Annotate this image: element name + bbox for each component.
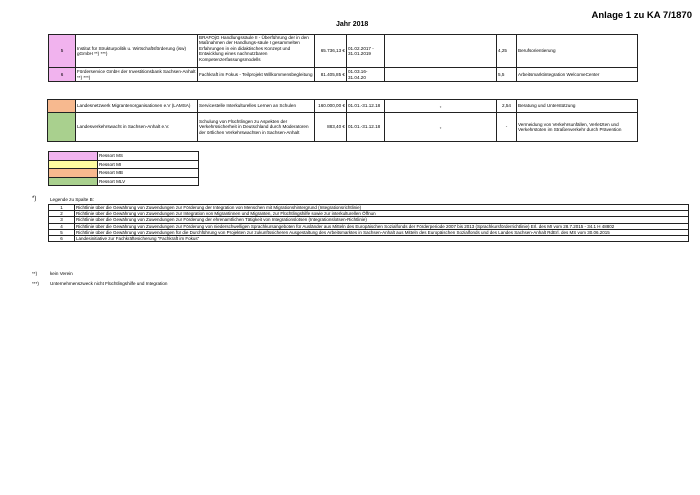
- ressort-label: Ressort MS: [98, 152, 199, 161]
- vz-cell: -: [497, 113, 517, 142]
- betrag-cell: 81.405,85 €: [315, 68, 347, 82]
- zeitraum-cell: 01.03.16-31.04.20: [347, 68, 385, 82]
- traeger-cell: Förderservice GmbH der Investitionsbank Sachsen-Anhalt **) ***): [76, 68, 198, 82]
- betrag-cell: 65.736,13 €: [315, 35, 347, 68]
- ressort-label: Ressort MI: [98, 160, 199, 169]
- betrag-cell: 883,40 €: [315, 113, 347, 142]
- ditto-cell: „: [385, 100, 497, 113]
- projects-table-top: [48, 34, 638, 82]
- projekt-cell: BRAFOjG Handlungssäule II - Überführung der in den Maßnahmen der Handlungs-säule I gesammelten Erfahrungen in ein didaktisches Konzept und Entwicklung eines nachnutzbaren Kompetenzerfassungsmodells: [198, 35, 315, 68]
- legend-row: [49, 169, 199, 178]
- legend-item-number: 2: [49, 211, 75, 217]
- legend-item-number: 4: [49, 223, 75, 229]
- vz-cell: 2,54: [497, 100, 517, 113]
- ressort-color-cell: [48, 100, 76, 113]
- ressort-color-cell: [48, 113, 76, 142]
- footnote-marker: ***): [32, 281, 39, 286]
- legend-row: [49, 160, 199, 169]
- traeger-cell: Institut für Strukturpolitik u. Wirtschaftsförderung (isw) gGmbH **) ***): [76, 35, 198, 68]
- row-number: 5: [49, 35, 76, 68]
- legend-item: [49, 223, 689, 229]
- legend-marker: *): [32, 196, 37, 202]
- legend-item-text: Richtlinie über die Gewährung von Zuwendungen zur Förderung von niederschwelligen Sprachkursangeboten für Ausländer aus Mitteln des Europäischen Sozialfonds der Förderperiode 2007 bis 2013 (Sprachkursförderrichtlinie) Erl. des MI vom 28.7.2015 - 34.1 H 48802: [75, 223, 689, 229]
- inhalt-cell: Berufsorientierung: [517, 35, 638, 68]
- empty-cell: [385, 35, 497, 68]
- legend-row: [49, 177, 199, 186]
- anlage-label: Anlage 1 zu KA 7/1870: [591, 10, 692, 21]
- zeitraum-cell: 01.02.2017 - 31.01.2019: [347, 35, 385, 68]
- ressort-label: Ressort MB: [98, 169, 199, 178]
- ressort-swatch: [49, 169, 98, 178]
- table-row: [48, 113, 638, 142]
- legend-item-text: Richtlinie über die Gewährung von Zuwendungen zur Integration von Migrantinnen und Migranten, zur Flüchtlingshilfe sowie zur interkulturellen Öffnun: [75, 211, 689, 217]
- ressort-swatch: [49, 177, 98, 186]
- ressort-swatch: [49, 152, 98, 161]
- inhalt-cell: Arbeitsmarktintegration WelcomeCenter: [517, 68, 638, 82]
- ditto-cell: „: [385, 113, 497, 142]
- projekt-cell: Fachkraft im Fokus - Teilprojekt Willkommensbegleitung: [198, 68, 315, 82]
- legend-item-number: 5: [49, 229, 75, 235]
- ressort-legend: [48, 151, 199, 186]
- zeitraum-cell: 01.01.-31.12.18: [347, 113, 385, 142]
- footnote-text: kein Verein: [50, 271, 73, 276]
- legend-item-text: Richtlinie über die Gewährung von Zuwendungen zur Förderung der Integration von Menschen mit Migrationshintergrund (Integrationsrichtlinie): [75, 205, 689, 211]
- ressort-swatch: [49, 160, 98, 169]
- zeitraum-cell: 01.01.-31.12.18: [347, 100, 385, 113]
- table-row: [49, 68, 638, 82]
- inhalt-cell: Beratung und Unterstützung: [517, 100, 638, 113]
- vz-cell: 5,5: [497, 68, 517, 82]
- legend-item: [49, 229, 689, 235]
- legend-row: [49, 152, 199, 161]
- legend-title: Legende zu Spalte B:: [50, 197, 94, 202]
- legend-item-number: 3: [49, 217, 75, 223]
- betrag-cell: 160.000,00 €: [315, 100, 347, 113]
- empty-cell: [385, 68, 497, 82]
- projekt-cell: Servicestelle Interkulturelles Lernen an Schulen: [198, 100, 315, 113]
- inhalt-cell: Vermeidung von Verkehrsunfällen, Verletzten und Verkehrstoten im Straßenverkehr durch Prävention: [517, 113, 638, 142]
- year-title: Jahr 2018: [336, 21, 369, 28]
- projekt-cell: Schulung von Flüchtlingen zu Aspekten der Verkehrssicherheit in Deutschland durch Moderatoren der örtlichen Verkehrswachten in Sachsen-Anhalt: [198, 113, 315, 142]
- legend-item-text: Richtlinie über die Gewährung von Zuwendungen für die Durchführung von Projekten zur zukunftssicheren Ausgestaltung des Arbeitsmarktes in Sachsen-Anhalt aus Mitteln des Europäischen Sozialfonds und des Landes Sachsen-Anhalt RdErl. des MS vom 30.06.2015: [75, 229, 689, 235]
- legend-item-number: 1: [49, 205, 75, 211]
- traeger-cell: Landesnetzwerk Migrantenorganisationen e.V (LAMSA): [76, 100, 198, 113]
- table-row: [48, 100, 638, 113]
- footnote-marker: **): [32, 271, 38, 276]
- legend-item: [49, 236, 689, 242]
- table-row: [49, 35, 638, 68]
- row-number: 6: [49, 68, 76, 82]
- legend-b-table: [48, 204, 689, 242]
- ressort-label: Ressort MLV: [98, 177, 199, 186]
- legend-item-text: Richtlinie über die Gewährung von Zuwendungen zur Förderung der ehrenamtlichen Tätigkeit von Integrationslotsen (Integrationslotsen-Richtlinie): [75, 217, 689, 223]
- vz-cell: 4,25: [497, 35, 517, 68]
- footnote-text: Unternehmenszweck nicht Flüchtlingshilfe und Integration: [50, 281, 168, 286]
- legend-item-text: Landesinitiative zur Fachkräftesicherung "Fachkraft im Fokus": [75, 236, 689, 242]
- traeger-cell: Landesverkehrswacht in Sachsen-Anhalt e.V.: [76, 113, 198, 142]
- projects-table-bottom: [47, 99, 638, 142]
- legend-item-number: 6: [49, 236, 75, 242]
